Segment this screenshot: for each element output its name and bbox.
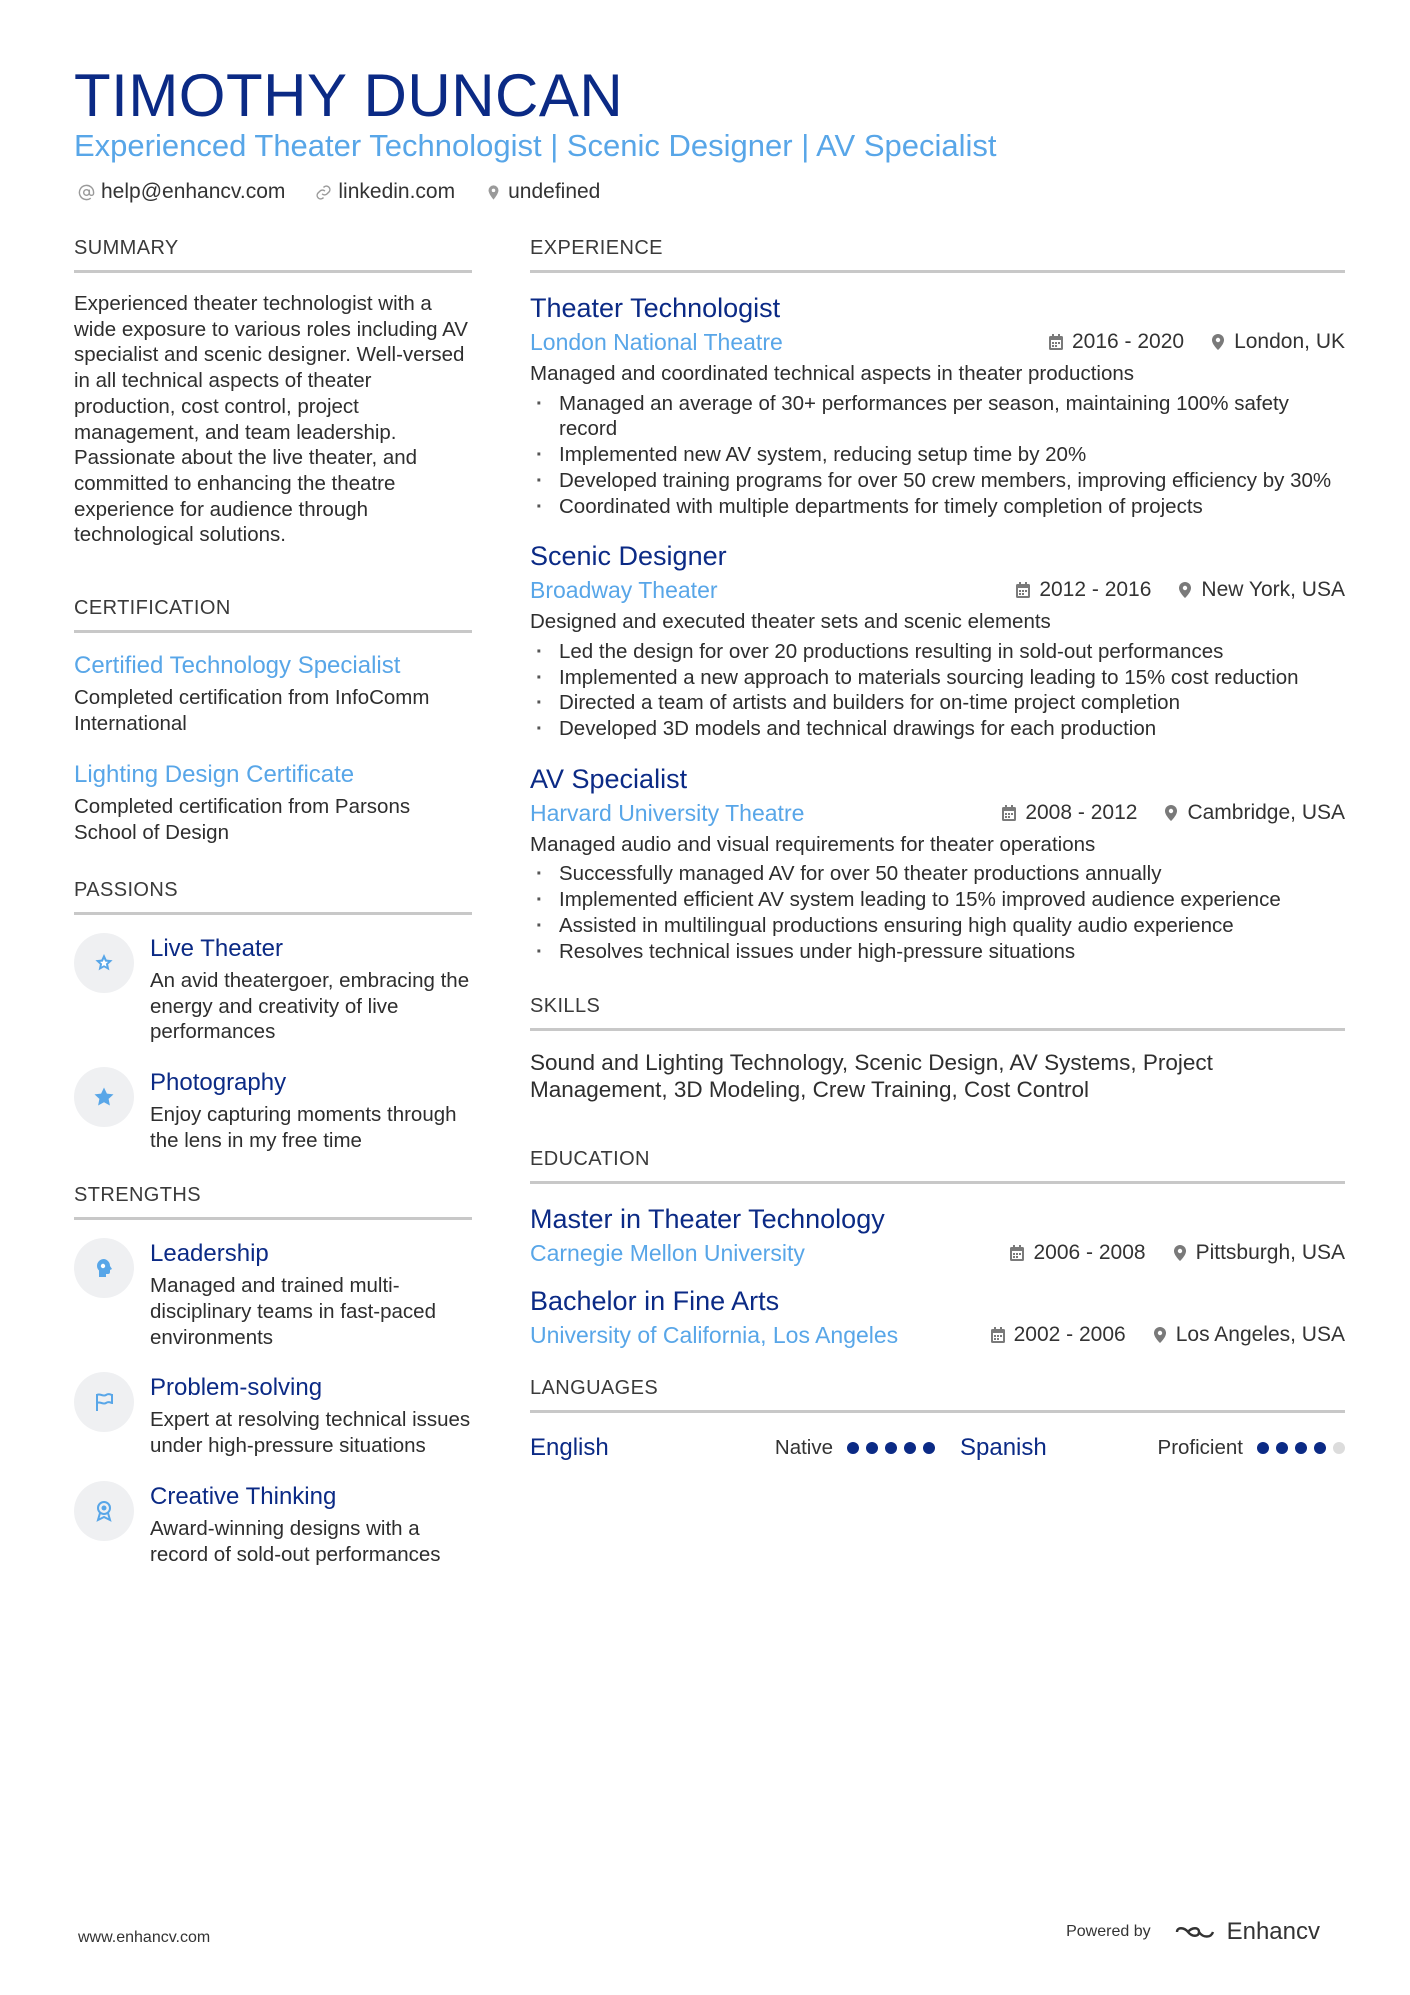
certification-desc: Completed certification from InfoComm International (74, 686, 430, 735)
skills-section (530, 994, 1345, 1103)
calendar-icon (1001, 804, 1017, 822)
language-item (530, 1434, 935, 1462)
strength-title: Problem-solving (150, 1374, 323, 1402)
candidate-title: Experienced Theater Technologist | Scenic Designer | AV Specialist (74, 128, 997, 163)
star-icon (92, 1085, 116, 1109)
job-company: Harvard University Theatre (530, 799, 805, 826)
strengths-section (74, 1183, 472, 1567)
passions-heading: PASSIONS (74, 878, 472, 915)
strength-item (74, 1481, 472, 1567)
rating-dot-filled (866, 1442, 878, 1454)
job-location: London, UK (1234, 330, 1345, 353)
language-rating (1257, 1442, 1345, 1454)
certification-heading: CERTIFICATION (74, 596, 472, 633)
rating-dot-filled (904, 1442, 916, 1454)
contact-location-text: undefined (508, 180, 601, 203)
education-dates: 2002 - 2006 (1013, 1323, 1126, 1347)
job-bullet: · Managed an average of 30+ performances per season, maintaining 100% safety record (530, 391, 1345, 442)
languages-heading: LANGUAGES (530, 1376, 1345, 1413)
rating-dot-empty (1333, 1442, 1345, 1454)
certification-item (74, 760, 472, 845)
education-degree: Bachelor in Fine Arts (530, 1286, 780, 1317)
job-title: Theater Technologist (530, 293, 781, 323)
passion-item (74, 1067, 472, 1153)
job-bullets (530, 639, 1345, 742)
summary-section (74, 236, 472, 548)
right-column (530, 236, 1345, 1465)
job-location: Cambridge, USA (1187, 800, 1345, 824)
certification-desc: Completed certification from Parsons School of Design (74, 795, 411, 845)
education-degree: Master in Theater Technology (530, 1204, 885, 1235)
head-brain-icon (92, 1256, 116, 1280)
contact-linkedin[interactable] (315, 180, 455, 204)
job-bullet: · Implemented efficient AV system leading to 15% improved audience experience (530, 887, 1345, 913)
languages-row (530, 1431, 1345, 1465)
enhancv-logo-icon (1173, 1920, 1217, 1944)
passion-title: Live Theater (150, 934, 283, 962)
strength-item (74, 1238, 472, 1350)
candidate-name: TIMOTHY DUNCAN (74, 62, 624, 129)
job-bullet: · Successfully managed AV for over 50 theater productions annually (530, 861, 1345, 887)
job-dates: 2012 - 2016 (1039, 578, 1152, 602)
passion-desc: Enjoy capturing moments through the lens in my free time (150, 1102, 457, 1152)
rating-dot-filled (1257, 1442, 1269, 1454)
job-description: Managed and coordinated technical aspects in theater productions (530, 362, 1135, 385)
strengths-heading: STRENGTHS (74, 1183, 472, 1220)
job-entry (530, 762, 1345, 965)
rating-dot-filled (923, 1442, 935, 1454)
calendar-icon (1048, 333, 1064, 351)
passions-section (74, 878, 472, 1154)
education-school: University of California, Los Angeles (530, 1322, 899, 1349)
education-heading: EDUCATION (530, 1147, 1345, 1184)
job-entry (530, 539, 1345, 742)
job-title: Scenic Designer (530, 541, 727, 572)
location-pin-icon (485, 184, 502, 201)
rating-dot-filled (847, 1442, 859, 1454)
location-pin-icon (1177, 581, 1193, 599)
job-location: New York, USA (1201, 578, 1345, 602)
award-icon (92, 1499, 116, 1523)
language-name: English (530, 1434, 609, 1462)
job-bullets (530, 861, 1345, 964)
location-pin-icon (1210, 333, 1226, 351)
job-dates: 2008 - 2012 (1025, 800, 1138, 824)
job-bullet: · Directed a team of artists and builders for on-time project completion (530, 690, 1345, 716)
job-company: London National Theatre (530, 329, 783, 355)
job-bullet: · Led the design for over 20 productions resulting in sold-out performances (530, 639, 1345, 665)
strength-title: Leadership (150, 1240, 269, 1268)
education-entry (530, 1202, 1345, 1268)
passion-title: Photography (150, 1068, 287, 1096)
education-location: Los Angeles, USA (1175, 1323, 1345, 1347)
footer-website[interactable]: www.enhancv.com (78, 1929, 211, 1946)
language-level: Native (774, 1436, 833, 1460)
languages-section (530, 1376, 1345, 1465)
job-description: Designed and executed theater sets and scenic elements (530, 610, 1051, 634)
location-pin-icon (1172, 1244, 1188, 1262)
language-rating (847, 1442, 935, 1454)
calendar-icon (1009, 1244, 1025, 1262)
job-bullet: · Implemented a new approach to materials sourcing leading to 15% cost reduction (530, 665, 1345, 691)
strength-title: Creative Thinking (150, 1482, 337, 1510)
summary-text: Experienced theater technologist with a wide exposure to various roles including AV specialist and scenic designer. Well-versed in all technical aspects of theater production, cost control, project management, and team leadership. Passionate about the live theater, and committed to enhancing the theatre experience for audience through technological solutions. (74, 292, 468, 547)
job-company: Broadway Theater (530, 577, 718, 604)
summary-heading: SUMMARY (74, 236, 472, 273)
flag-icon (92, 1390, 116, 1414)
footer-branding (1066, 1918, 1320, 1946)
job-bullet: · Assisted in multilingual productions ensuring high quality audio experience (530, 913, 1345, 939)
contact-linkedin-text: linkedin.com (338, 180, 456, 203)
education-school: Carnegie Mellon University (530, 1240, 805, 1267)
location-pin-icon (1152, 1326, 1168, 1344)
skills-heading: SKILLS (530, 994, 1345, 1031)
certification-title: Certified Technology Specialist (74, 652, 401, 680)
strength-item (74, 1372, 472, 1458)
calendar-icon (1015, 581, 1031, 599)
language-level: Proficient (1157, 1436, 1243, 1460)
experience-section (530, 236, 1345, 964)
contact-location (485, 180, 600, 204)
calendar-icon (990, 1326, 1006, 1344)
powered-by-label: Powered by (1066, 1923, 1151, 1940)
job-description: Managed audio and visual requirements for theater operations (530, 832, 1096, 856)
passion-item (74, 933, 472, 1045)
strength-desc: Expert at resolving technical issues under high-pressure situations (150, 1408, 471, 1458)
education-section (530, 1147, 1345, 1350)
at-icon (78, 184, 95, 201)
left-column (74, 236, 472, 1589)
skills-text: Sound and Lighting Technology, Scenic Design, AV Systems, Project Management, 3D Modeling, Crew Training, Cost Control (530, 1050, 1213, 1103)
star-sparkle-icon (92, 951, 116, 975)
job-title: AV Specialist (530, 763, 688, 794)
job-bullet: · Developed training programs for over 50 crew members, improving efficiency by 30% (530, 468, 1345, 494)
job-bullet: · Implemented new AV system, reducing setup time by 20% (530, 442, 1345, 468)
passion-desc: An avid theatergoer, embracing the energy and creativity of live performances (150, 968, 470, 1044)
location-pin-icon (1163, 804, 1179, 822)
language-item (960, 1434, 1345, 1462)
rating-dot-filled (1314, 1442, 1326, 1454)
education-entry (530, 1284, 1345, 1350)
education-dates: 2006 - 2008 (1033, 1241, 1146, 1265)
enhancv-logo[interactable] (1173, 1918, 1320, 1946)
rating-dot-filled (885, 1442, 897, 1454)
language-name: Spanish (960, 1434, 1047, 1462)
job-bullet: · Coordinated with multiple departments for timely completion of projects (530, 494, 1345, 520)
brand-name: Enhancv (1226, 1918, 1320, 1945)
job-dates: 2016 - 2020 (1071, 330, 1185, 353)
contact-email-text: help@enhancv.com (101, 180, 286, 203)
certification-title: Lighting Design Certificate (74, 761, 355, 789)
strength-desc: Managed and trained multi-disciplinary teams in fast-paced environments (150, 1274, 436, 1349)
strength-desc: Award-winning designs with a record of sold-out performances (150, 1516, 441, 1566)
certification-item (74, 651, 472, 736)
job-entry (530, 291, 1345, 519)
contact-bar (78, 177, 600, 207)
experience-heading: EXPERIENCE (530, 236, 1345, 273)
job-bullet: · Resolves technical issues under high-pressure situations (530, 939, 1345, 965)
job-bullet: · Developed 3D models and technical drawings for each production (530, 716, 1345, 742)
rating-dot-filled (1276, 1442, 1288, 1454)
job-bullets (530, 391, 1345, 520)
contact-email[interactable] (78, 180, 285, 204)
link-icon (315, 184, 332, 201)
rating-dot-filled (1295, 1442, 1307, 1454)
education-location: Pittsburgh, USA (1195, 1241, 1345, 1265)
certification-section (74, 596, 472, 846)
